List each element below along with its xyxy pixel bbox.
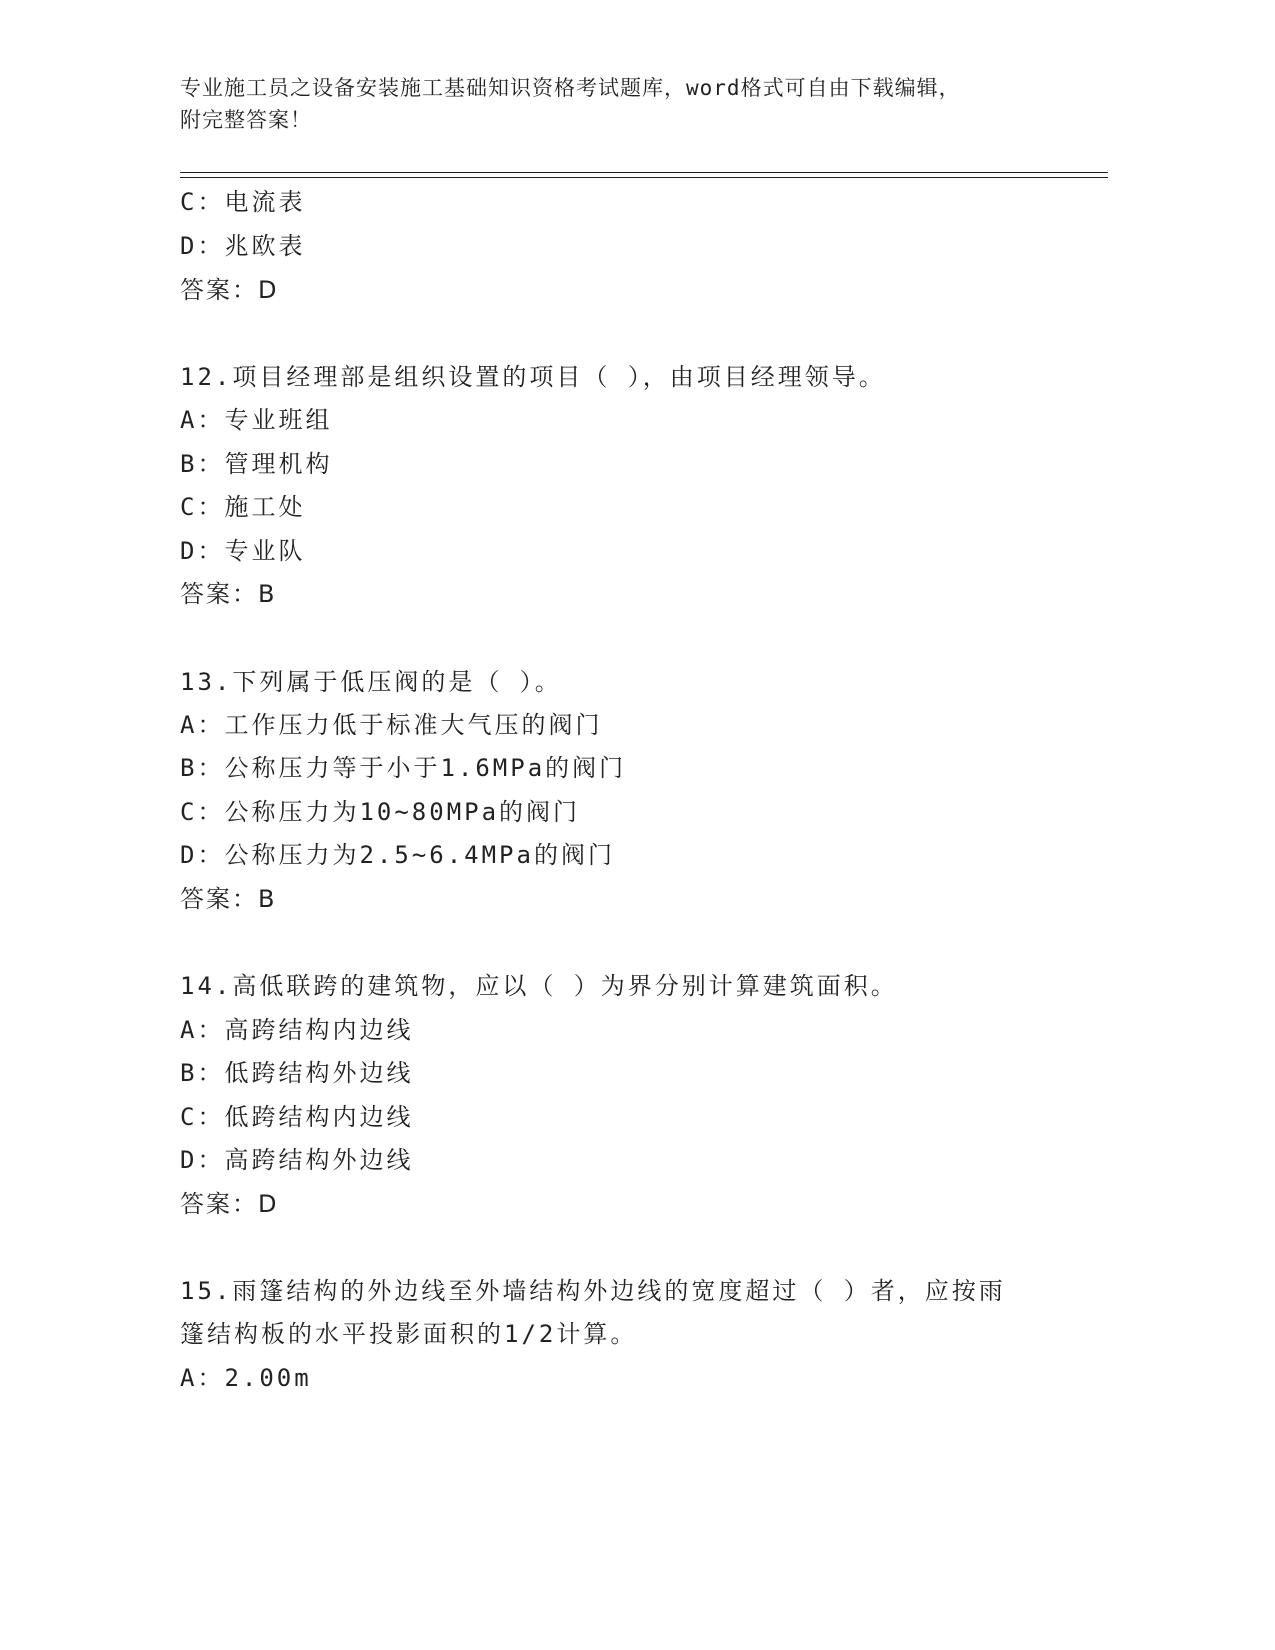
prev-question-option-c: C：电流表 <box>180 188 306 216</box>
q14-answer: 答案：D <box>180 1190 279 1218</box>
q13-option-d: D：公称压力为2.5~6.4MPa的阀门 <box>180 841 615 869</box>
header-divider-top <box>180 172 1108 173</box>
q13-option-a: A：工作压力低于标准大气压的阀门 <box>180 711 603 739</box>
q14-option-b: B：低跨结构外边线 <box>180 1059 414 1087</box>
q12-answer: 答案：B <box>180 580 277 608</box>
prev-question-answer: 答案：D <box>180 276 279 304</box>
document-header <box>180 72 1060 136</box>
q12-option-b: B：管理机构 <box>180 450 333 478</box>
q12-option-d: D：专业队 <box>180 537 306 565</box>
q14-option-a: A：高跨结构内边线 <box>180 1016 414 1044</box>
q12-stem: 12.项目经理部是组织设置的项目（ ），由项目经理领导。 <box>180 363 886 391</box>
q14-option-d: D：高跨结构外边线 <box>180 1146 414 1174</box>
q12-option-a: A：专业班组 <box>180 406 333 434</box>
q13-stem: 13.下列属于低压阀的是（ ）。 <box>180 668 562 696</box>
q12-option-c: C：施工处 <box>180 493 306 521</box>
header-line-1: 专业施工员之设备安装施工基础知识资格考试题库，word格式可自由下载编辑， <box>180 76 961 100</box>
q13-option-c: C：公称压力为10~80MPa的阀门 <box>180 798 581 826</box>
q15-stem-line-1: 15.雨篷结构的外边线至外墙结构外边线的宽度超过（ ）者，应按雨 <box>180 1277 1006 1305</box>
q14-option-c: C：低跨结构内边线 <box>180 1103 414 1131</box>
q15-stem-line-2: 篷结构板的水平投影面积的1/2计算。 <box>180 1320 638 1348</box>
prev-question-option-d: D：兆欧表 <box>180 232 306 260</box>
q13-answer: 答案：B <box>180 885 277 913</box>
q15-option-a: A：2.00m <box>180 1364 312 1392</box>
q14-stem: 14.高低联跨的建筑物，应以（ ）为界分别计算建筑面积。 <box>180 972 898 1000</box>
header-line-2: 附完整答案！ <box>180 108 312 132</box>
header-divider-bottom <box>180 177 1108 178</box>
q13-option-b: B：公称压力等于小于1.6MPa的阀门 <box>180 754 627 782</box>
